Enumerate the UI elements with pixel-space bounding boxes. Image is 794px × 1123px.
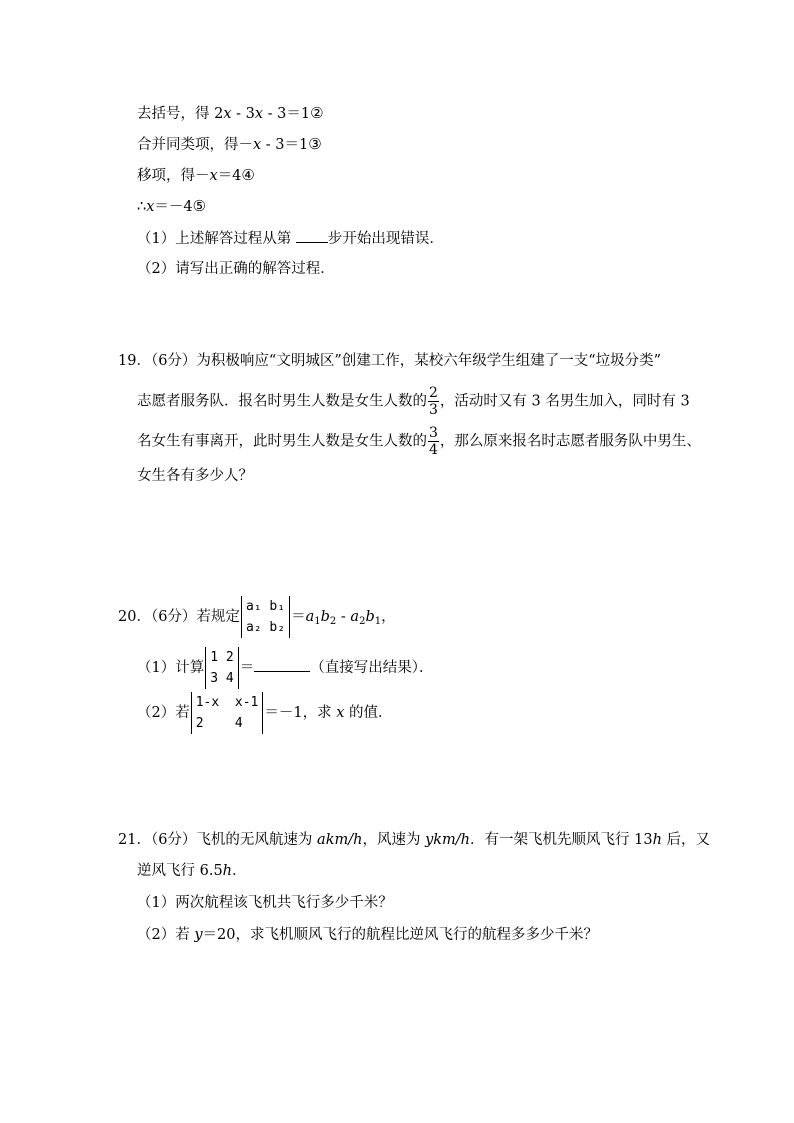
q18-part1: （1）上述解答过程从第 步开始出现错误． xyxy=(137,228,444,249)
answer-blank[interactable] xyxy=(296,228,328,243)
step-marker-3: ③ xyxy=(308,135,322,153)
q18-part2: （2）请写出正确的解答过程． xyxy=(137,261,335,277)
answer-blank[interactable] xyxy=(254,657,310,672)
q18-step3: 合并同类项，得－x - 3＝1③ xyxy=(137,135,322,153)
step-marker-4: ④ xyxy=(241,166,255,184)
q19-line4: 女生各有多少人？ xyxy=(137,468,253,484)
step-marker-5: ⑤ xyxy=(192,197,207,215)
q21-line1: 21．（6分）飞机的无风航速为 akm/h，风速为 ykm/h．有一架飞机先顺风飞行 13h 后，又 xyxy=(118,832,711,848)
q19-line3: 名女生有事离开，此时男生人数是女生人数的 $\frac{3}{4}$ ，那么原来报名时志愿者服务队中男生、 xyxy=(137,425,701,458)
q18-step2: 去括号，得 2x - 3x - 3＝1② xyxy=(137,104,324,122)
q20-part1: （1）计算 1 2 3 4 ＝ （直接写出结果）． xyxy=(137,647,433,689)
q19-line2: 志愿者服务队．报名时男生人数是女生人数的 $\frac{2}{3}$ ，活动时又有 3 名男生加入，同时有 3 xyxy=(137,385,690,418)
q21-line2: 逆风飞行 6.5h． xyxy=(137,863,247,879)
q19-line1: 19．（6分）为积极响应“文明城区”创建工作，某校六年级学生组建了一支“垃圾分类” xyxy=(118,353,662,369)
q18-step4: 移项，得－x＝4④ xyxy=(137,166,255,184)
step-marker-2: ② xyxy=(310,104,324,122)
q20-part2: （2）若 1-x x-1 2 4 ＝－1，求 x 的值． xyxy=(137,692,393,734)
q21-part2: （2）若 y＝20，求飞机顺风飞行的航程比逆风飞行的航程多多少千米？ xyxy=(137,927,598,943)
q21-part1: （1）两次航程该飞机共飞行多少千米？ xyxy=(137,895,393,911)
fraction-three-quarters: $\frac{3}{4}$ xyxy=(429,425,438,458)
q20-definition: 20．（6分）若规定 a₁ b₁ a₂ b₂ $=a_1b_2 - a_2b_1$， xyxy=(118,596,396,638)
determinant-definition: a₁ b₁ a₂ b₂ xyxy=(241,596,290,638)
q18-step5: ∴x＝－4⑤ xyxy=(137,197,207,215)
determinant-x: 1-x x-1 2 4 xyxy=(191,692,264,734)
fraction-two-thirds: $\frac{2}{3}$ xyxy=(429,385,438,418)
determinant-1234: 1 2 3 4 xyxy=(205,647,238,689)
